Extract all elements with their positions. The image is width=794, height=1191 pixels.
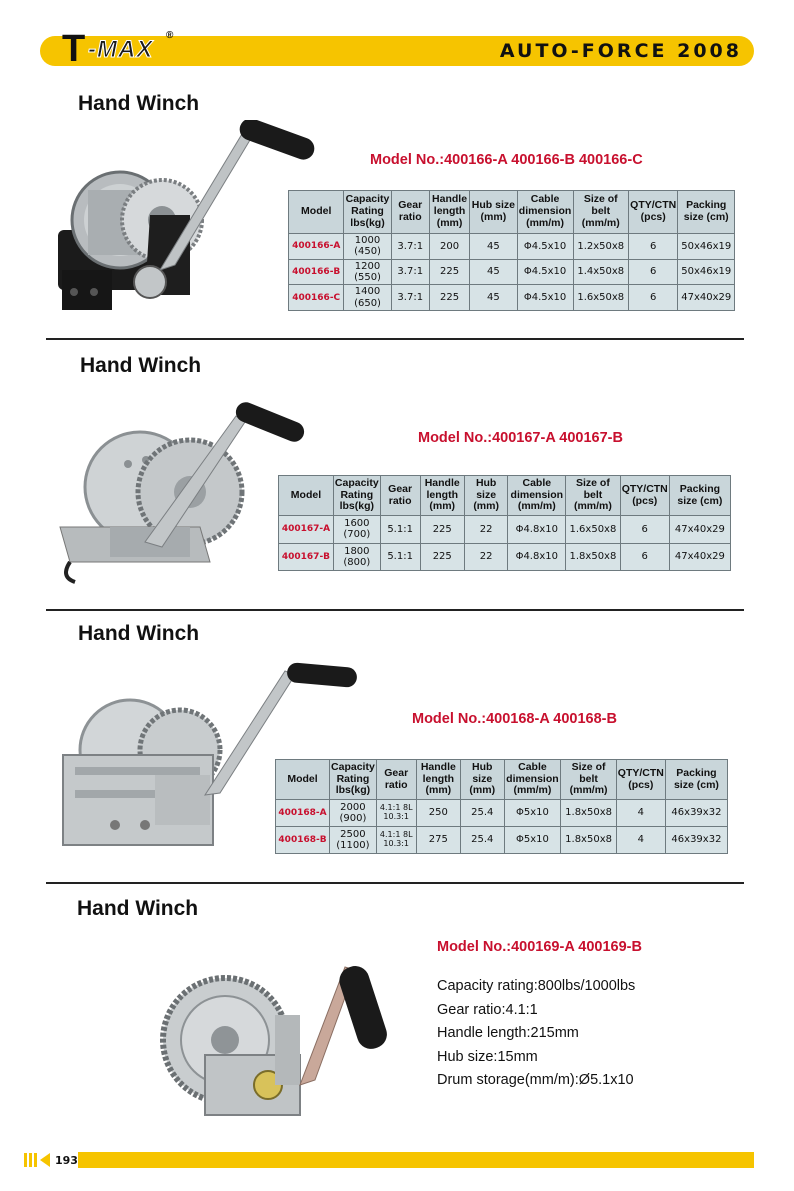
table-row: 400168-A 2000 (900) 4.1:1 8L 10.3:1 250 25.4 Φ5x10 1.8x50x8 4 46x39x32: [276, 800, 728, 827]
col-model: Model: [289, 191, 344, 234]
tmax-logo: T -MAX ®: [62, 28, 174, 70]
table-row: 400166-B 1200 (550) 3.7:1 225 45 Φ4.5x10 1.4x50x8 6 50x46x19: [289, 259, 735, 285]
footer-bar: [78, 1152, 754, 1168]
col-belt-size: Size of belt (mm/m): [573, 191, 628, 234]
section-divider: [46, 338, 744, 340]
section-title-3: Hand Winch: [78, 622, 200, 645]
catalog-title: AUTO-FORCE 2008: [499, 40, 742, 62]
spec-handle-length: Handle length:215mm: [437, 1025, 579, 1041]
spec-gear-ratio: Gear ratio:4.1:1: [437, 1001, 538, 1018]
spec-list: [437, 975, 635, 1093]
section-divider: [46, 609, 744, 611]
spec-table-1: [288, 190, 735, 311]
col-hub-size: Hub size (mm): [470, 191, 517, 234]
table-row: 400167-A 1600 (700) 5.1:1 225 22 Φ4.8x10 1.6x50x8 6 47x40x29: [279, 516, 731, 544]
table-row: 400166-C 1400 (650) 3.7:1 225 45 Φ4.5x10 1.6x50x8 6 47x40x29: [289, 285, 735, 311]
table-row: 400166-A 1000 (450) 3.7:1 200 45 Φ4.5x10 1.2x50x8 6 50x46x19: [289, 234, 735, 260]
col-qty-ctn: QTY/CTN (pcs): [628, 191, 677, 234]
col-packing-size: Packing size (cm): [678, 191, 735, 234]
spec-capacity: Capacity rating:800lbs/1000lbs: [437, 978, 636, 994]
model-number-line-2: Model No.:400167-A 400167-B: [418, 430, 623, 446]
spec-table-3: Model Capacity Rating lbs(kg) Gear ratio Handle length (mm) Hub size (mm) Cable dimension (mm/m) Size of belt (mm/m) QTY/CTN (pcs) Packing size (cm) 400168-A 2000 (900) 4.1:1 8L 10.3:1 250 25.4 Φ5x10 1.8x50x8 4 46x39x32 400168-B 2500 (1100) 4.1:1 8L 10.3:1 275 25.4 Φ5x10 1.8x50x8 4 46x39x32: [275, 759, 728, 854]
col-gear-ratio: Gear ratio: [391, 191, 429, 234]
page-number: 193: [55, 1153, 78, 1167]
page-arrow-icon: [24, 1152, 52, 1168]
section-title-1: Hand Winch: [78, 92, 200, 115]
model-number-line-3: Model No.:400168-A 400168-B: [412, 711, 617, 727]
model-number-line-4: Model No.:400169-A 400169-B: [437, 939, 642, 955]
model-number-line-1: Model No.:400166-A 400166-B 400166-C: [370, 152, 643, 168]
winch-photo-4: [150, 955, 425, 1125]
section-title-4: Hand Winch: [77, 897, 199, 920]
page-number-block: [24, 1150, 78, 1170]
col-cable-dimension: Cable dimension (mm/m): [517, 191, 573, 234]
col-handle-length: Handle length (mm): [429, 191, 469, 234]
col-capacity: Capacity Rating lbs(kg): [344, 191, 391, 234]
spec-drum-storage: Drum storage(mm/m):Ø5.1x10: [437, 1072, 634, 1088]
spec-hub-size: Hub size:15mm: [437, 1048, 538, 1065]
spec-table-2: Model Capacity Rating lbs(kg) Gear ratio Handle length (mm) Hub size (mm) Cable dimension (mm/m) Size of belt (mm/m) QTY/CTN (pcs) Packing size (cm) 400167-A 1600 (700) 5.1:1 225 22 Φ4.8x10 1.6x50x8 6 47x40x29 400167-B 1800 (800) 5.1:1 225 22 Φ4.8x10 1.8x50x8 6 47x40x29: [278, 475, 731, 571]
section-title-2: Hand Winch: [80, 354, 202, 377]
section-divider: [46, 882, 744, 884]
table-row: 400167-B 1800 (800) 5.1:1 225 22 Φ4.8x10 1.8x50x8 6 47x40x29: [279, 543, 731, 571]
table-row: 400168-B 2500 (1100) 4.1:1 8L 10.3:1 275 25.4 Φ5x10 1.8x50x8 4 46x39x32: [276, 827, 728, 854]
